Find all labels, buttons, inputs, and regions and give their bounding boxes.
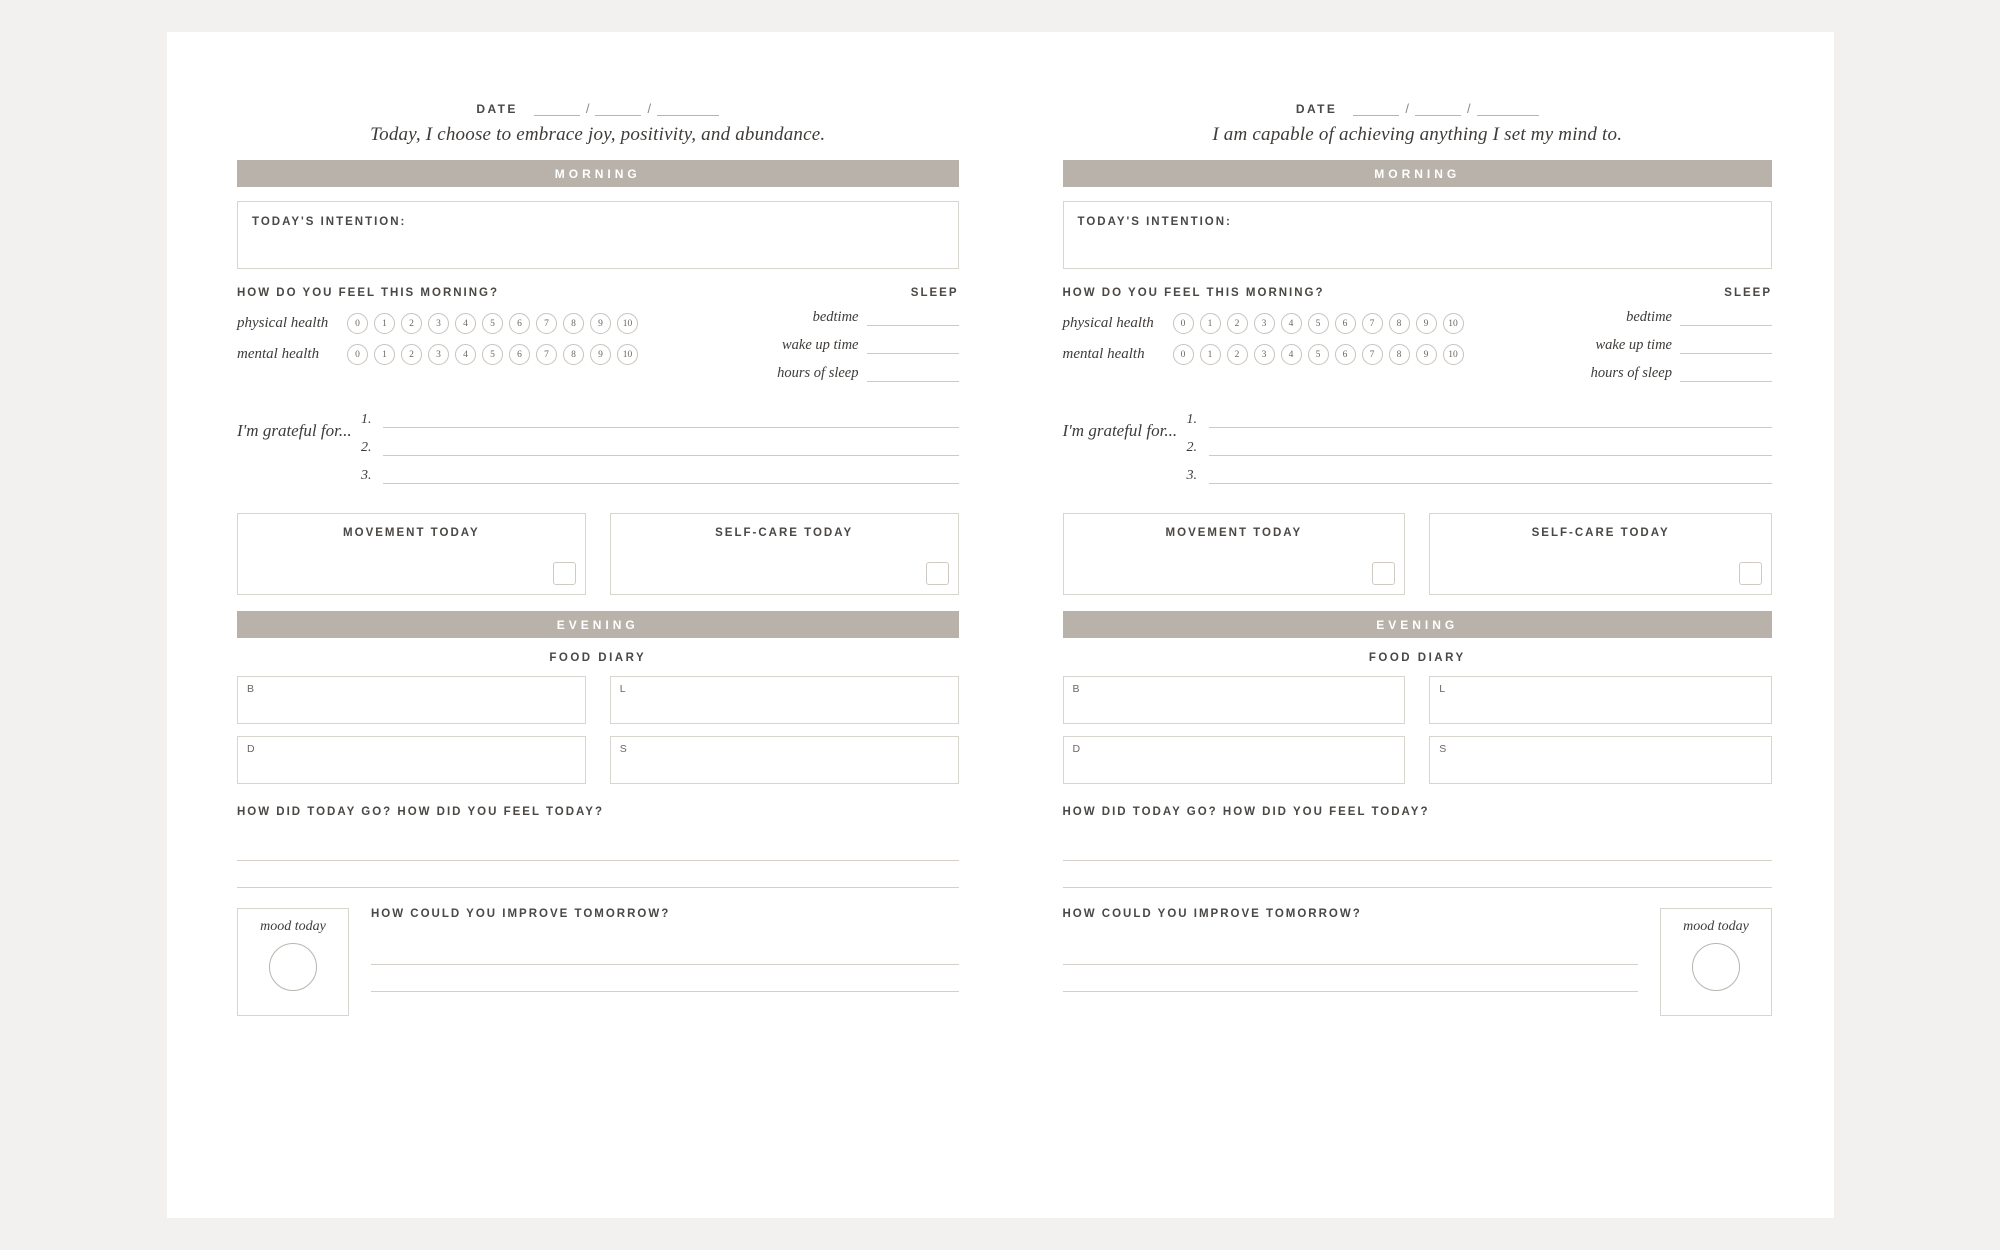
movement-selfcare-row: [237, 513, 959, 595]
rating-option[interactable]: 9: [1416, 313, 1437, 334]
journal-spread: [167, 32, 1834, 1218]
self-care-today-label: SELF-CARE TODAY: [715, 527, 854, 539]
gratitude-field[interactable]: [383, 439, 959, 456]
rating-option[interactable]: 2: [1227, 344, 1248, 365]
rating-option[interactable]: 0: [347, 344, 368, 365]
gratitude-number: 1.: [361, 412, 372, 427]
mood-today-box[interactable]: [1660, 908, 1772, 1016]
todays-intention-field[interactable]: [1063, 201, 1773, 269]
rating-option[interactable]: 3: [428, 313, 449, 334]
scale-label: physical health: [1062, 315, 1154, 331]
gratitude-field[interactable]: [1209, 411, 1773, 428]
rating-option[interactable]: 6: [509, 344, 530, 365]
gratitude-label: I'm grateful for...: [1062, 421, 1178, 440]
rating-option[interactable]: 7: [536, 344, 557, 365]
rating-option[interactable]: 10: [617, 344, 638, 365]
improve-row: [1063, 908, 1773, 1016]
rating-option[interactable]: 4: [455, 313, 476, 334]
reflection-prompt-label: HOW DID TODAY GO? HOW DID YOU FEEL TODAY?: [237, 806, 604, 818]
rating-option[interactable]: 0: [1173, 344, 1194, 365]
scale-physical-health: [237, 313, 644, 334]
journal-page-right: [1001, 60, 1835, 1218]
sleep-field-label: hours of sleep: [777, 365, 859, 381]
sleep-bedtime-row: [749, 309, 959, 326]
sleep-bedtime-field[interactable]: [867, 311, 959, 326]
self-care-today-box[interactable]: [610, 513, 959, 595]
sleep-field-label: hours of sleep: [1590, 365, 1672, 381]
rating-option[interactable]: 1: [1200, 313, 1221, 334]
food-diary-grid: [237, 676, 959, 784]
gratitude-item: [1187, 411, 1773, 428]
scale-label: mental health: [1062, 346, 1145, 362]
gratitude-number: 1.: [1186, 412, 1197, 427]
sleep-wake-row: [749, 337, 959, 354]
rating-option[interactable]: 1: [374, 313, 395, 334]
gratitude-section: [237, 411, 959, 495]
improve-prompt-label: HOW COULD YOU IMPROVE TOMORROW?: [1062, 908, 1362, 920]
rating-option[interactable]: 0: [1173, 313, 1194, 334]
feel-morning-label: HOW DO YOU FEEL THIS MORNING?: [1062, 287, 1325, 299]
rating-option[interactable]: 3: [1254, 344, 1275, 365]
rating-option[interactable]: 8: [563, 344, 584, 365]
date-row: [237, 88, 959, 116]
rating-option[interactable]: 5: [1308, 313, 1329, 334]
sleep-label: SLEEP: [910, 287, 959, 299]
date-year-field[interactable]: [657, 103, 719, 116]
rating-option[interactable]: 2: [401, 344, 422, 365]
scale-label: mental health: [237, 346, 320, 362]
date-label: DATE: [1295, 102, 1338, 116]
rating-option[interactable]: 9: [590, 313, 611, 334]
rating-option[interactable]: 3: [428, 344, 449, 365]
reflection-lines: [1063, 834, 1773, 888]
reflection-line[interactable]: [237, 861, 959, 888]
rating-option[interactable]: 1: [374, 344, 395, 365]
food-diary-label: FOOD DIARY: [549, 652, 647, 664]
sleep-field-label: wake up time: [781, 337, 859, 353]
gratitude-field[interactable]: [1209, 467, 1773, 484]
gratitude-section: [1063, 411, 1773, 495]
rating-option[interactable]: 10: [1443, 313, 1464, 334]
gratitude-number: 2.: [361, 440, 372, 455]
gratitude-label: I'm grateful for...: [237, 421, 352, 440]
self-care-today-label: SELF-CARE TODAY: [1531, 527, 1670, 539]
date-separator: /: [1466, 101, 1471, 116]
food-diary-grid: [1063, 676, 1773, 784]
self-care-today-checkbox[interactable]: [1739, 562, 1762, 585]
date-day-field[interactable]: [1415, 103, 1461, 116]
mood-today-label: mood today: [1683, 919, 1749, 934]
movement-today-box[interactable]: [237, 513, 586, 595]
improve-line[interactable]: [371, 938, 959, 965]
sleep-hours-row: [749, 365, 959, 382]
date-separator: /: [1405, 101, 1409, 116]
gratitude-field[interactable]: [383, 411, 959, 428]
rating-option[interactable]: 7: [1362, 344, 1383, 365]
date-month-field[interactable]: [1353, 103, 1399, 116]
rating-option[interactable]: 1: [1200, 344, 1221, 365]
gratitude-field[interactable]: [383, 467, 959, 484]
sleep-field-label: bedtime: [1626, 309, 1672, 325]
rating-option[interactable]: 4: [455, 344, 476, 365]
date-month-field[interactable]: [534, 103, 580, 116]
rating-option[interactable]: 7: [536, 313, 557, 334]
improve-row: [237, 908, 959, 1016]
rating-option[interactable]: 5: [1308, 344, 1329, 365]
rating-option[interactable]: 9: [1416, 344, 1437, 365]
sleep-wake-field[interactable]: [867, 339, 959, 354]
feel-morning-label: HOW DO YOU FEEL THIS MORNING?: [237, 287, 500, 299]
sleep-bedtime-field[interactable]: [1680, 311, 1772, 326]
sleep-label: SLEEP: [1724, 287, 1772, 299]
date-separator: /: [585, 101, 590, 116]
rating-option[interactable]: 7: [1362, 313, 1383, 334]
affirmation-text: Today, I choose to embrace joy, positivity, and abundance.: [370, 124, 826, 145]
movement-selfcare-row: [1063, 513, 1773, 595]
improve-prompt-label: HOW COULD YOU IMPROVE TOMORROW?: [371, 908, 671, 920]
sleep-hours-field[interactable]: [1680, 367, 1772, 382]
sleep-bedtime-row: [1562, 309, 1772, 326]
rating-scales: [1063, 309, 1470, 375]
reflection-line[interactable]: [1063, 861, 1773, 888]
sleep-fields: [749, 309, 959, 393]
date-year-field[interactable]: [1477, 103, 1539, 116]
food-lunch-field[interactable]: L: [610, 676, 959, 724]
sleep-wake-row: [1562, 337, 1772, 354]
improve-line[interactable]: [1063, 938, 1639, 965]
affirmation-text: I am capable of achieving anything I set my mind to.: [1212, 124, 1623, 145]
gratitude-number: 2.: [1186, 440, 1197, 455]
rating-option[interactable]: 3: [1254, 313, 1275, 334]
rating-option[interactable]: 8: [1389, 344, 1410, 365]
mood-today-box[interactable]: [237, 908, 349, 1016]
movement-today-checkbox[interactable]: [553, 562, 576, 585]
improve-line[interactable]: [371, 965, 959, 992]
gratitude-item: [1187, 439, 1773, 456]
scale-physical-health: [1063, 313, 1470, 334]
gratitude-number: 3.: [1186, 468, 1197, 483]
rating-option[interactable]: 8: [1389, 313, 1410, 334]
sleep-hours-row: [1562, 365, 1772, 382]
improve-line[interactable]: [1063, 965, 1639, 992]
todays-intention-field[interactable]: [237, 201, 959, 269]
rating-option[interactable]: 6: [1335, 313, 1356, 334]
feel-sleep-headers: [237, 287, 959, 299]
food-snack-field[interactable]: S: [1429, 736, 1772, 784]
gratitude-field[interactable]: [1209, 439, 1773, 456]
movement-today-label: MOVEMENT TODAY: [343, 527, 480, 539]
reflection-lines: [237, 834, 959, 888]
sleep-field-label: wake up time: [1595, 337, 1672, 353]
evening-section-header: EVENING: [1063, 611, 1773, 638]
self-care-today-box[interactable]: [1429, 513, 1772, 595]
sleep-wake-field[interactable]: [1680, 339, 1772, 354]
food-dinner-field[interactable]: D: [1063, 736, 1406, 784]
evening-section-header: EVENING: [237, 611, 959, 638]
movement-today-label: MOVEMENT TODAY: [1165, 527, 1303, 539]
food-snack-field[interactable]: S: [610, 736, 959, 784]
rating-option[interactable]: 2: [401, 313, 422, 334]
date-label: DATE: [476, 102, 518, 116]
food-breakfast-field[interactable]: B: [237, 676, 586, 724]
morning-section-header: MORNING: [1063, 160, 1773, 187]
sleep-fields: [1562, 309, 1772, 393]
gratitude-item: [361, 467, 959, 484]
rating-scales: [237, 309, 644, 375]
self-care-today-checkbox[interactable]: [926, 562, 949, 585]
rating-option[interactable]: 9: [590, 344, 611, 365]
food-breakfast-field[interactable]: B: [1063, 676, 1406, 724]
journal-page-left: [167, 60, 1001, 1218]
rating-option[interactable]: 2: [1227, 313, 1248, 334]
rating-option[interactable]: 4: [1281, 344, 1302, 365]
date-separator: /: [647, 101, 652, 116]
rating-option[interactable]: 5: [482, 313, 503, 334]
gratitude-item: [361, 439, 959, 456]
todays-intention-label: TODAY'S INTENTION:: [1077, 216, 1232, 228]
gratitude-item: [361, 411, 959, 428]
gratitude-number: 3.: [361, 468, 372, 483]
feel-sleep-headers: [1063, 287, 1773, 299]
rating-option[interactable]: 4: [1281, 313, 1302, 334]
rating-option[interactable]: 0: [347, 313, 368, 334]
rating-option[interactable]: 5: [482, 344, 503, 365]
todays-intention-label: TODAY'S INTENTION:: [252, 216, 407, 228]
gratitude-item: [1187, 467, 1773, 484]
rating-option[interactable]: 6: [1335, 344, 1356, 365]
food-diary-label: FOOD DIARY: [1368, 652, 1466, 664]
movement-today-checkbox[interactable]: [1372, 562, 1395, 585]
date-row: [1063, 88, 1773, 116]
reflection-line[interactable]: [1063, 834, 1773, 861]
mood-today-label: mood today: [260, 919, 326, 934]
food-dinner-field[interactable]: D: [237, 736, 586, 784]
reflection-prompt-label: HOW DID TODAY GO? HOW DID YOU FEEL TODAY?: [1062, 806, 1430, 818]
scale-mental-health: [237, 344, 644, 365]
rating-option[interactable]: 10: [1443, 344, 1464, 365]
sleep-hours-field[interactable]: [867, 367, 959, 382]
mood-today-circle[interactable]: [1692, 943, 1740, 991]
rating-option[interactable]: 10: [617, 313, 638, 334]
morning-section-header: MORNING: [237, 160, 959, 187]
mood-today-circle[interactable]: [269, 943, 317, 991]
rating-option[interactable]: 6: [509, 313, 530, 334]
scale-label: physical health: [237, 315, 329, 331]
food-lunch-field[interactable]: L: [1429, 676, 1772, 724]
reflection-line[interactable]: [237, 834, 959, 861]
date-day-field[interactable]: [595, 103, 641, 116]
rating-option[interactable]: 8: [563, 313, 584, 334]
sleep-field-label: bedtime: [812, 309, 859, 325]
scale-mental-health: [1063, 344, 1470, 365]
movement-today-box[interactable]: [1063, 513, 1406, 595]
